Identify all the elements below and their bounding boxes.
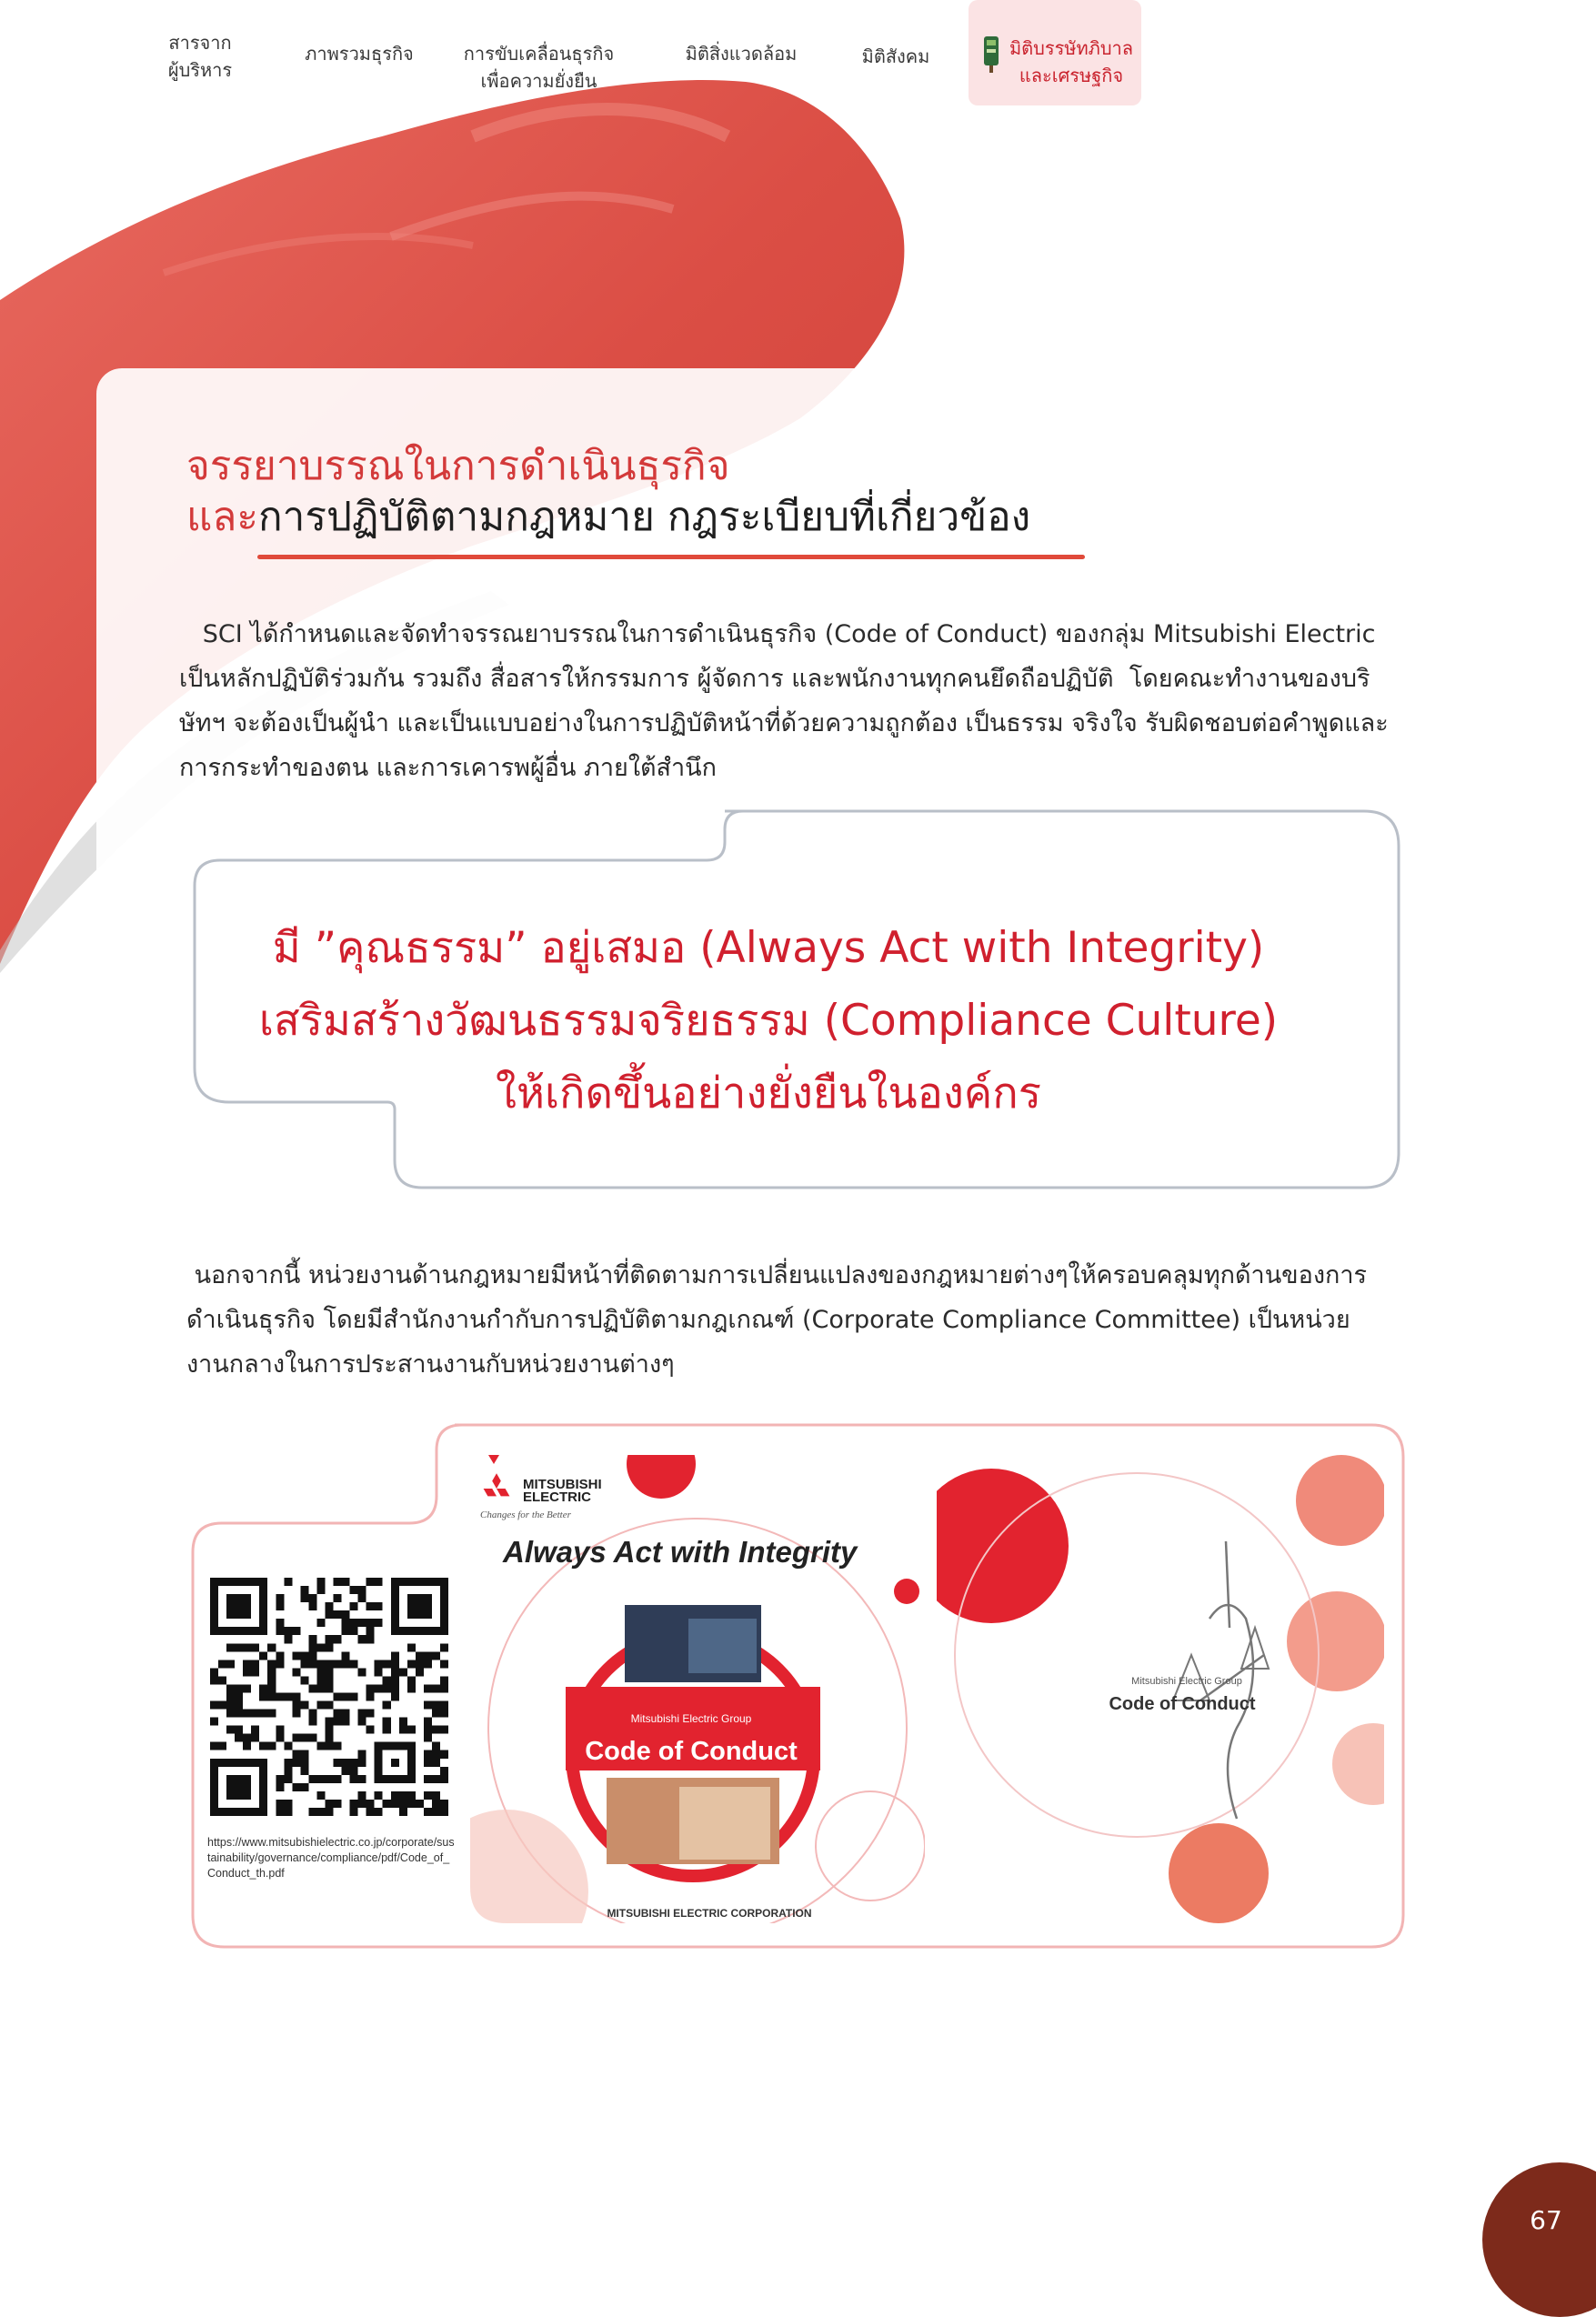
code-of-conduct-cover-back	[937, 1455, 1384, 1923]
heading-underline	[257, 555, 1085, 559]
quote-text	[223, 912, 1314, 1130]
intro-paragraph	[179, 612, 1398, 790]
nav-item-social[interactable]: มิติสังคม	[861, 45, 930, 67]
nav-item-executive-message[interactable]: สารจาก ผู้บริหาร	[167, 32, 233, 81]
brand-tagline: Changes for the Better	[480, 1510, 571, 1520]
nav-item-sustainability[interactable]: การขับเคลื่อนธุรกิจ เพื่อความยั่งยืน	[463, 43, 615, 92]
cover-booklet-title: Code of Conduct	[585, 1737, 798, 1766]
compliance-paragraph	[186, 1253, 1405, 1387]
nav-item-governance-label: มิติบรรษัทภิบาล และเศรษฐกิจ	[1009, 37, 1134, 86]
brand-name	[523, 1479, 602, 1504]
quote-line-1: มี ”คุณธรรม” อยู่เสมอ (Always Act with Integrity)	[272, 923, 1265, 973]
heading-line-2-rest: การปฏิบัติตามกฎหมาย กฎระเบียบที่เกี่ยวข้อง	[257, 494, 1031, 540]
cover-title: Always Act with Integrity	[503, 1535, 858, 1569]
code-of-conduct-cover-front	[470, 1455, 925, 1923]
heading-line-2-prefix: และ	[186, 494, 258, 540]
reference-url[interactable]: https://www.mitsubishielectric.co.jp/corporate/sustainability/governance/compliance/pdf/Code_of_Conduct_th.pdf	[207, 1836, 455, 1880]
brand-line-1: MITSUBISHI	[523, 1477, 602, 1492]
top-navigation	[0, 0, 1596, 109]
intro-line: ษัทฯ จะต้องเป็นผู้นำ และเป็นแบบอย่างในการปฏิบัติหน้าที่ด้วยความถูกต้อง เป็นธรรม จริงใจ รับผิดชอบต่อคำพูดและ	[179, 709, 1389, 737]
flag-icon	[981, 33, 1001, 73]
brand-line-2: ELECTRIC	[523, 1490, 591, 1505]
nav-item-governance[interactable]	[969, 0, 1141, 105]
heading-line-1: จรรยาบรรณในการดำเนินธุรกิจ	[186, 443, 730, 489]
mitsubishi-logo-icon	[480, 1473, 513, 1504]
section-heading	[186, 441, 1030, 543]
compliance-line: ดำเนินธุรกิจ โดยมีสำนักงานกำกับการปฏิบัติตามกฎเกณฑ์ (Corporate Compliance Committee) เป็นหน่วย	[186, 1306, 1350, 1334]
back-cover-group-label: Mitsubishi Electric Group	[1131, 1676, 1242, 1687]
cover-group-label: Mitsubishi Electric Group	[630, 1712, 752, 1725]
intro-line: เป็นหลักปฏิบัติร่วมกัน รวมถึง สื่อสารให้กรรมการ ผู้จัดการ และพนักงานทุกคนยึดถือปฏิบัติ โดยคณะทำงานของบริ	[179, 665, 1370, 693]
cover-corporation: MITSUBISHI ELECTRIC CORPORATION	[607, 1907, 812, 1920]
back-cover-booklet-title: Code of Conduct	[1109, 1694, 1256, 1714]
compliance-line: นอกจากนี้ หน่วยงานด้านกฎหมายมีหน้าที่ติดตามการเปลี่ยนแปลงของกฎหมายต่างๆให้ครอบคลุมทุกด้านของการ	[186, 1261, 1368, 1289]
nav-item-environment[interactable]: มิติสิ่งแวดล้อม	[685, 43, 798, 65]
page-number: 67	[1530, 2205, 1562, 2235]
nav-item-business-overview[interactable]: ภาพรวมธุรกิจ	[305, 43, 414, 65]
quote-line-2: เสริมสร้างวัฒนธรรมจริยธรรม (Compliance Culture)	[258, 996, 1279, 1046]
compliance-line: งานกลางในการประสานงานกับหน่วยงานต่างๆ	[186, 1350, 675, 1379]
intro-line: SCI ได้กำหนดและจัดทำจรรณยาบรรณในการดำเนินธุรกิจ (Code of Conduct) ของกลุ่ม Mitsubishi Electric	[179, 620, 1376, 648]
page-number-tab	[1482, 2162, 1596, 2317]
qr-code[interactable]	[210, 1578, 448, 1816]
quote-line-3: ให้เกิดขึ้นอย่างยั่งยืนในองค์กร	[496, 1068, 1041, 1118]
heading-line-2	[186, 492, 1030, 543]
intro-line: การกระทำของตน และการเคารพผู้อื่น ภายใต้สำนึก	[179, 754, 717, 782]
